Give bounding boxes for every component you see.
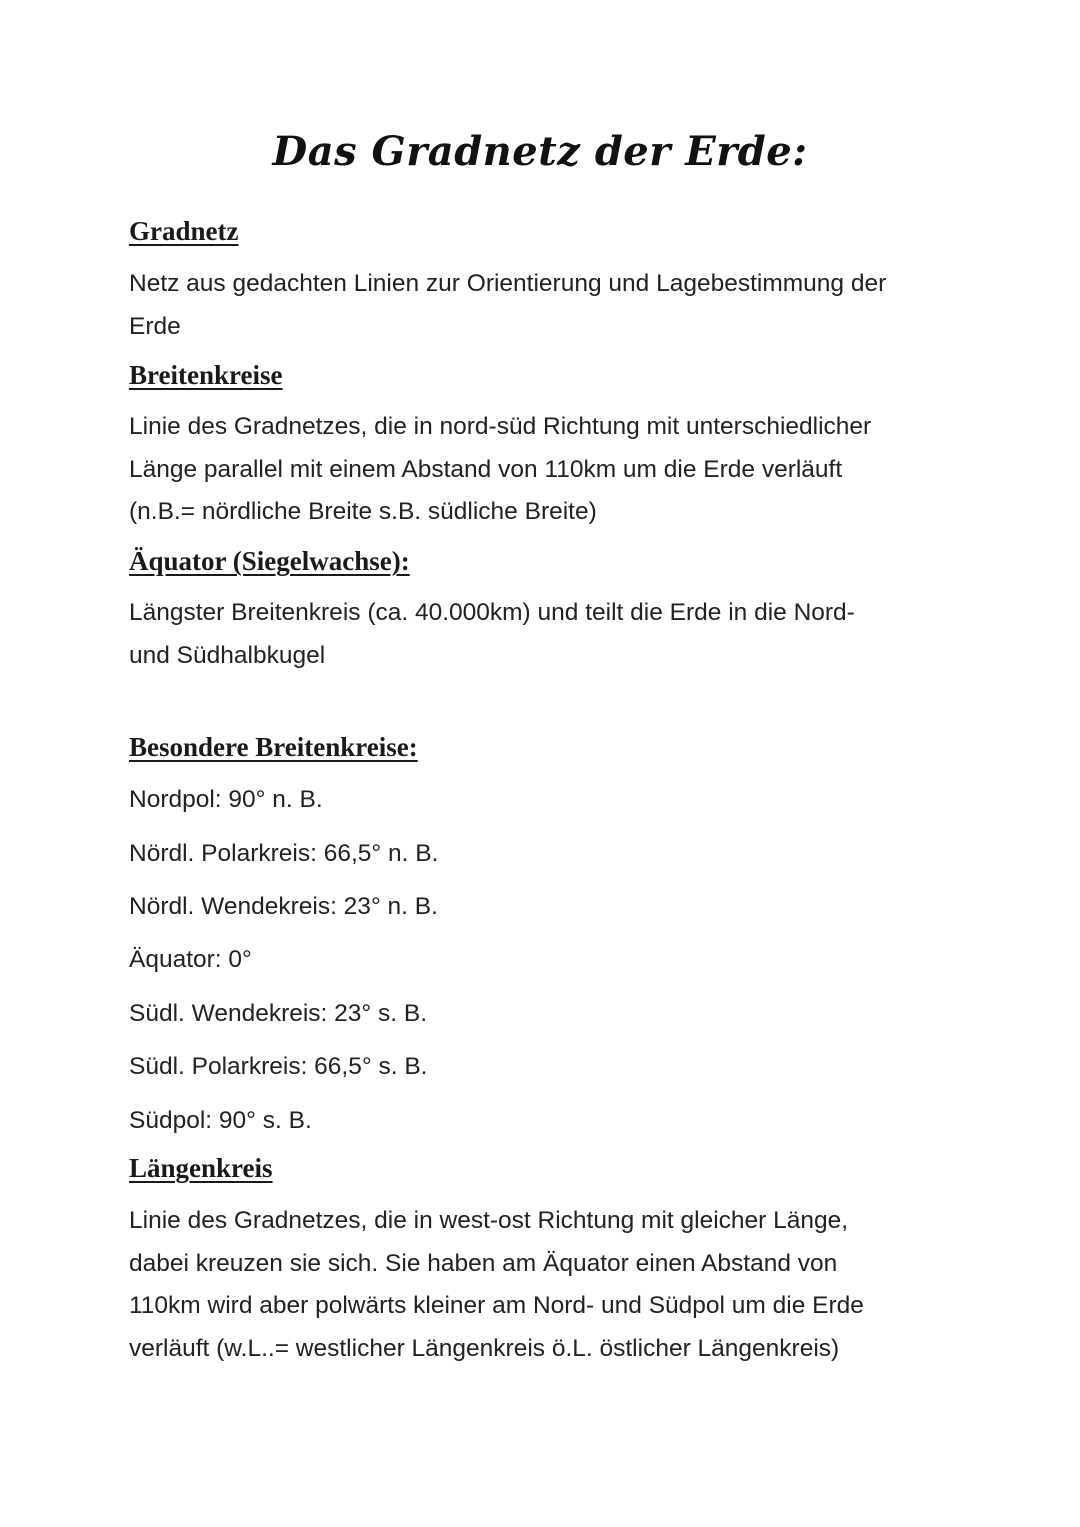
paragraph-line: Linie des Gradnetzes, die in nord-süd Richtung mit unterschiedlicher <box>129 413 872 440</box>
list-item: Nördl. Wendekreis: 23° n. B. <box>129 893 438 920</box>
list-item: Südl. Wendekreis: 23° s. B. <box>129 1000 428 1027</box>
paragraph-aequator <box>129 592 959 677</box>
heading-breitenkreise: Breitenkreise <box>129 360 283 390</box>
heading-laengenkreis: Längenkreis <box>129 1153 273 1183</box>
paragraph-gradnetz <box>129 263 959 348</box>
heading-aequator: Äquator (Siegelwachse): <box>129 546 410 576</box>
heading-gradnetz: Gradnetz <box>129 216 239 246</box>
page-title: Das Gradnetz der Erde: <box>272 128 808 175</box>
list-item: Südpol: 90° s. B. <box>129 1107 312 1134</box>
heading-besondere-breitenkreise: Besondere Breitenkreise: <box>129 732 418 762</box>
paragraph-line: 110km wird aber polwärts kleiner am Nord- und Südpol um die Erde <box>129 1292 864 1319</box>
paragraph-line: Netz aus gedachten Linien zur Orientierung und Lagebestimmung der <box>129 270 887 297</box>
list-item: Nördl. Polarkreis: 66,5° n. B. <box>129 840 439 867</box>
paragraph-line: Erde <box>129 312 181 340</box>
paragraph-line: Linie des Gradnetzes, die in west-ost Richtung mit gleicher Länge, <box>129 1207 849 1234</box>
paragraph-breitenkreise <box>129 406 959 534</box>
list-item: Südl. Polarkreis: 66,5° s. B. <box>129 1053 428 1080</box>
paragraph-line: dabei kreuzen sie sich. Sie haben am Äquator einen Abstand von <box>129 1249 838 1277</box>
paragraph-line: verläuft (w.L..= westlicher Längenkreis ö.L. östlicher Längenkreis) <box>129 1334 840 1362</box>
list-item: Nordpol: 90° n. B. <box>129 786 323 813</box>
paragraph-line: Länge parallel mit einem Abstand von 110km um die Erde verläuft <box>129 455 843 483</box>
paragraph-line: Längster Breitenkreis (ca. 40.000km) und teilt die Erde in die Nord- <box>129 599 855 626</box>
paragraph-line: und Südhalbkugel <box>129 641 326 669</box>
list-item: Äquator: 0° <box>129 946 252 973</box>
paragraph-laengenkreis <box>129 1200 959 1370</box>
paragraph-line: (n.B.= nördliche Breite s.B. südliche Breite) <box>129 498 597 525</box>
